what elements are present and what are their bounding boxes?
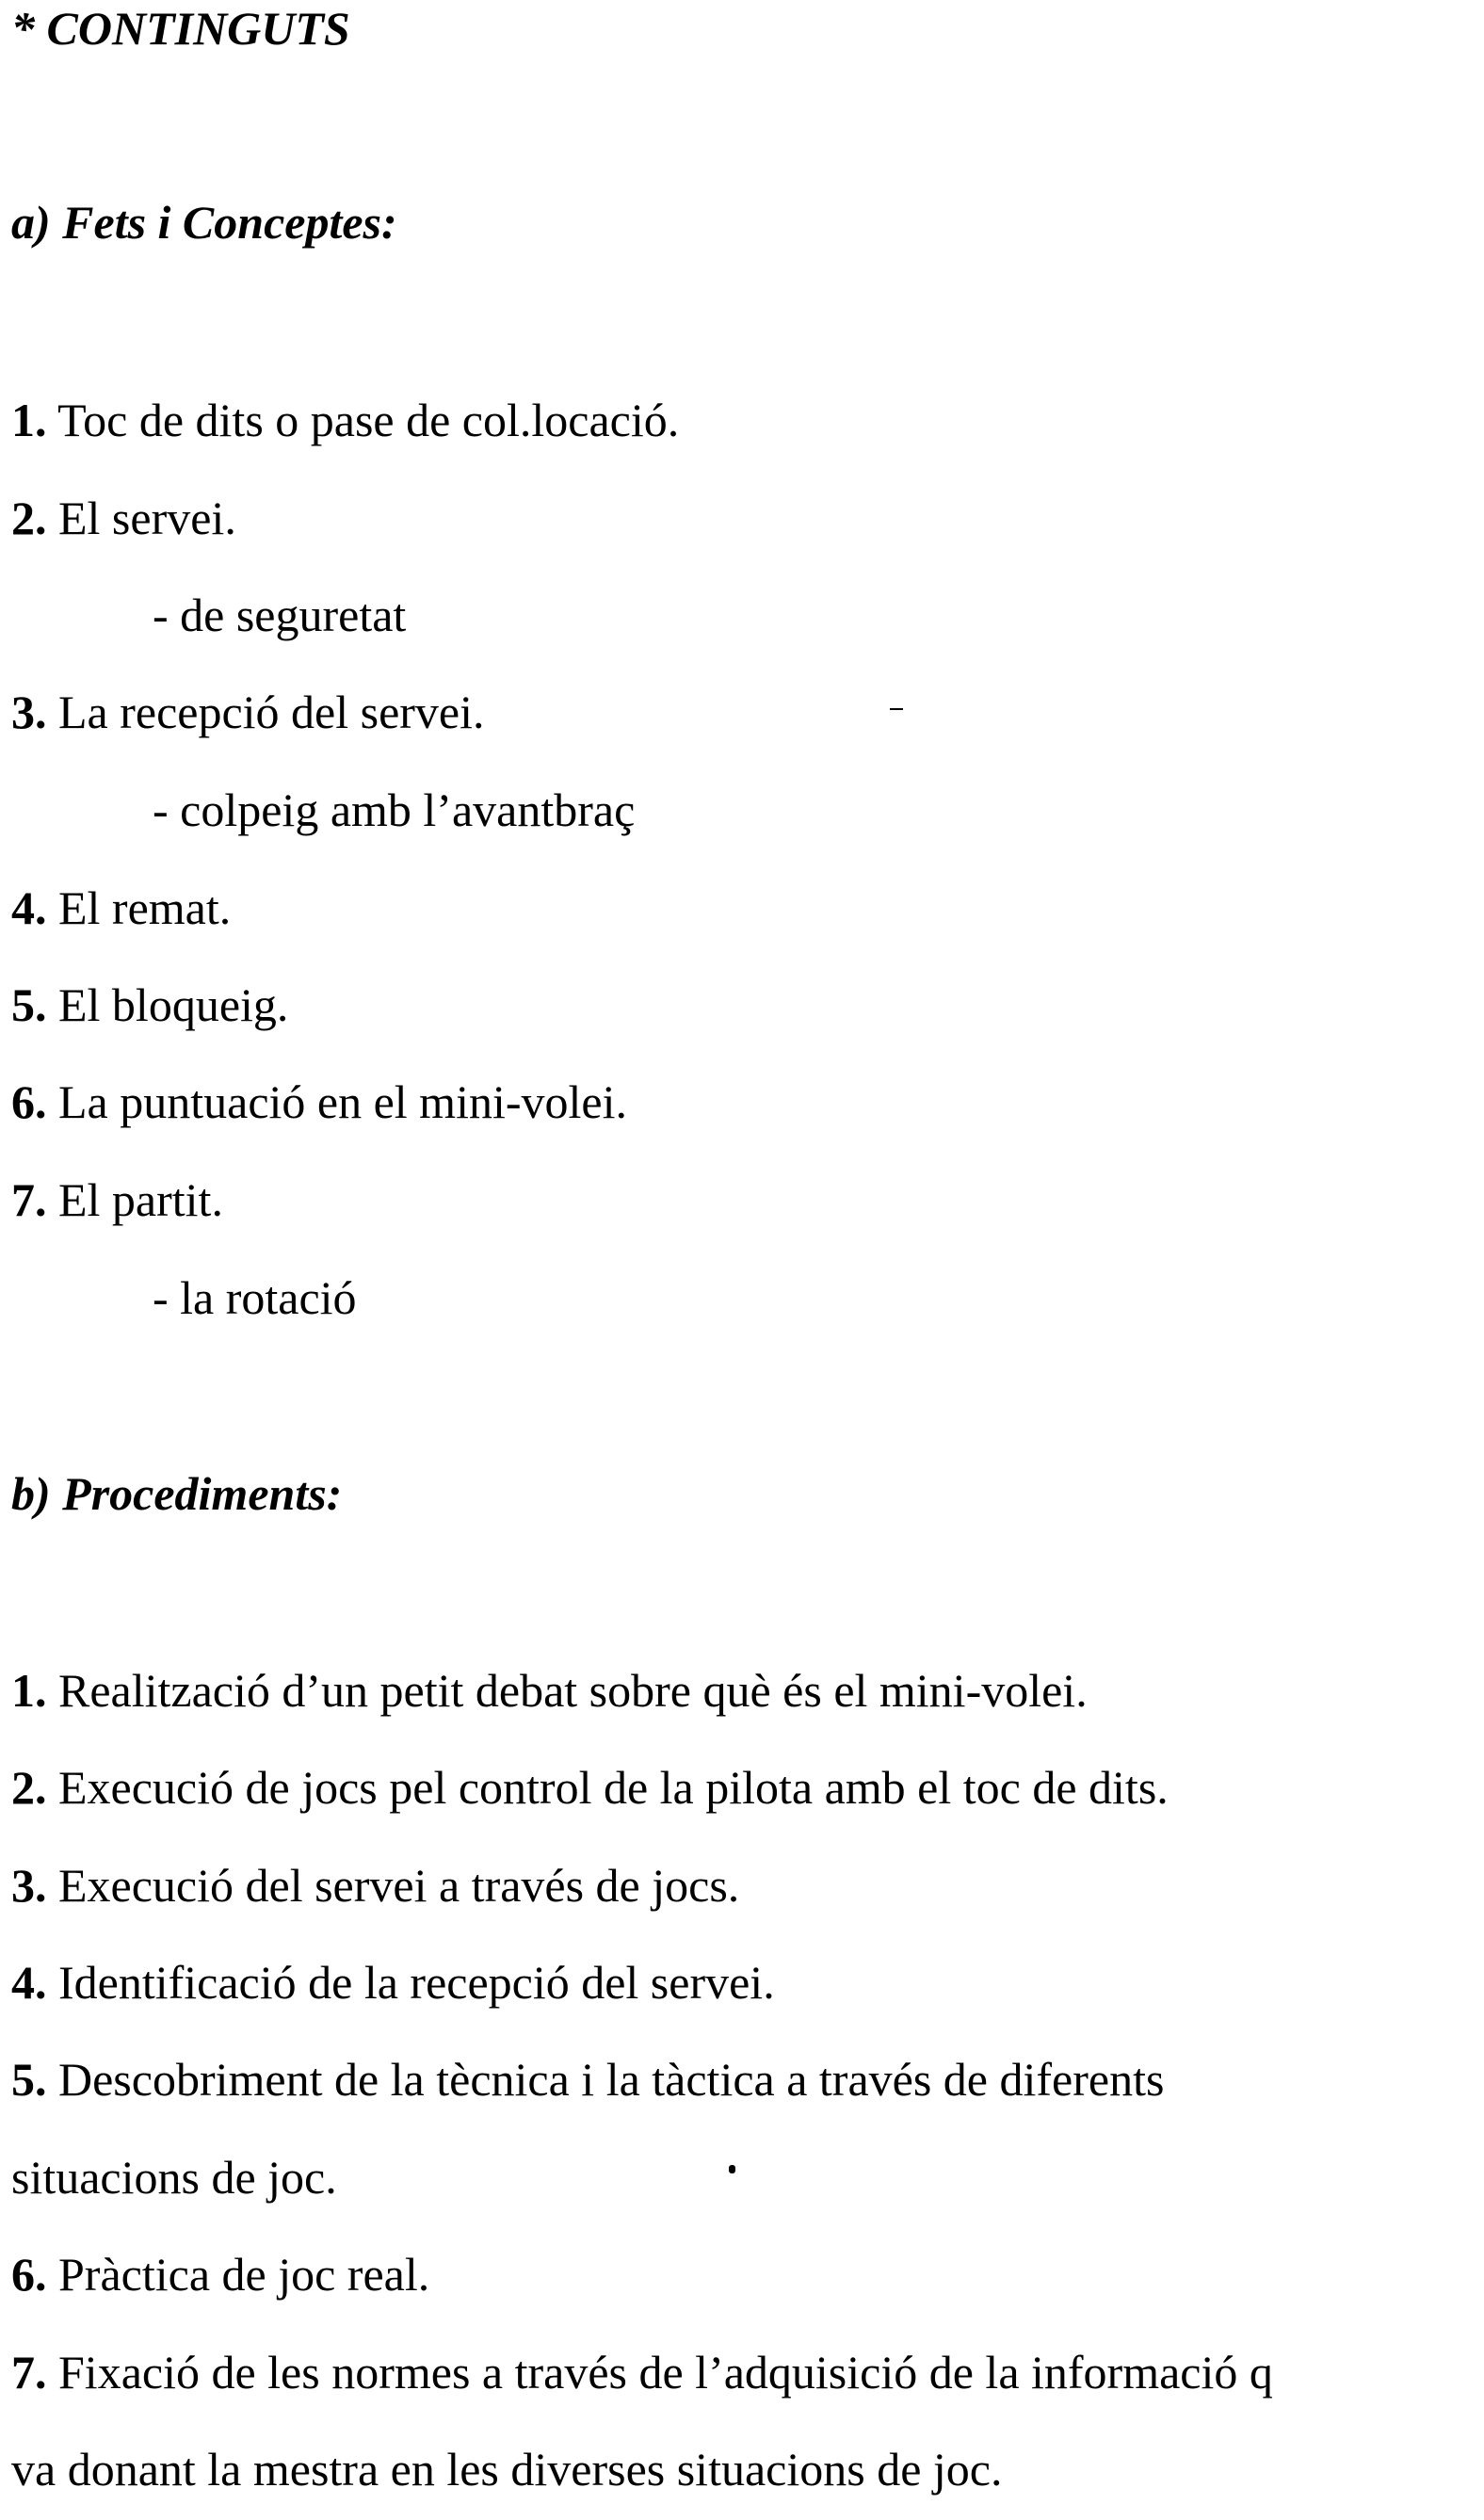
list-item	[11, 490, 236, 546]
item-text: La puntuació en el mini-volei.	[46, 1075, 627, 1128]
item-number: 3.	[11, 686, 47, 738]
item-text: Descobriment de la tècnica i la tàctica a través de diferents	[46, 2053, 1165, 2106]
item-text: Realització d’un petit debat sobre què és el mini-volei.	[46, 1664, 1088, 1717]
item-number: 2.	[11, 492, 47, 544]
item-text: Fixació de les normes a través de l’adquisició de la informació q	[46, 2346, 1273, 2399]
item-text: Toc de dits o pase de col.locació.	[46, 394, 680, 446]
item-text: El servei.	[46, 492, 236, 544]
list-subitem: - la rotació	[153, 1271, 357, 1324]
list-item	[11, 1759, 1169, 1816]
item-number: 6.	[11, 2248, 47, 2301]
item-number: 1.	[11, 394, 47, 446]
item-text: El partit.	[46, 1173, 223, 1226]
item-number: 1.	[11, 1664, 47, 1717]
list-item	[11, 1857, 739, 1914]
item-number: 2.	[11, 1761, 47, 1814]
item-text: El bloqueig.	[46, 978, 289, 1031]
item-number: 5.	[11, 978, 47, 1031]
list-item	[11, 1954, 775, 2011]
section-b-heading: b) Procediments:	[11, 1467, 343, 1520]
item-text: Identificació de la recepció del servei.	[46, 1956, 775, 2009]
item-number: 4.	[11, 881, 47, 934]
item-number: 7.	[11, 2346, 47, 2399]
list-item	[11, 684, 485, 740]
item-text: Pràctica de joc real.	[46, 2248, 430, 2301]
scan-speck	[890, 708, 903, 710]
section-a-heading: a) Fets i Conceptes:	[11, 196, 397, 249]
item-number: 4.	[11, 1956, 47, 2009]
item-number: 6.	[11, 1075, 47, 1128]
list-item	[11, 1074, 627, 1130]
list-subitem: - de seguretat	[153, 589, 407, 641]
scan-speck	[729, 2165, 735, 2173]
list-item	[11, 2051, 1164, 2108]
item-text: Execució de jocs pel control de la pilota amb el toc de dits.	[46, 1761, 1169, 1814]
item-text: Execució del servei a través de jocs.	[46, 1859, 740, 1912]
list-item	[11, 1662, 1088, 1719]
list-item-continuation: situacions de joc.	[11, 2151, 337, 2204]
list-subitem: - colpeig amb l’avantbraç	[153, 783, 636, 836]
page-title: * CONTINGUTS	[11, 2, 350, 55]
list-item-continuation: va donant la mestra en les diverses situacions de joc.	[11, 2443, 1003, 2496]
item-text: El remat.	[46, 881, 232, 934]
list-item	[11, 977, 288, 1033]
item-number: 3.	[11, 1859, 47, 1912]
list-item	[11, 880, 231, 936]
list-item	[11, 1171, 223, 1228]
item-number: 5.	[11, 2053, 47, 2106]
list-item	[11, 392, 679, 448]
list-item	[11, 2246, 429, 2302]
item-number: 7.	[11, 1173, 47, 1226]
item-text: La recepció del servei.	[46, 686, 485, 738]
list-item	[11, 2344, 1273, 2400]
